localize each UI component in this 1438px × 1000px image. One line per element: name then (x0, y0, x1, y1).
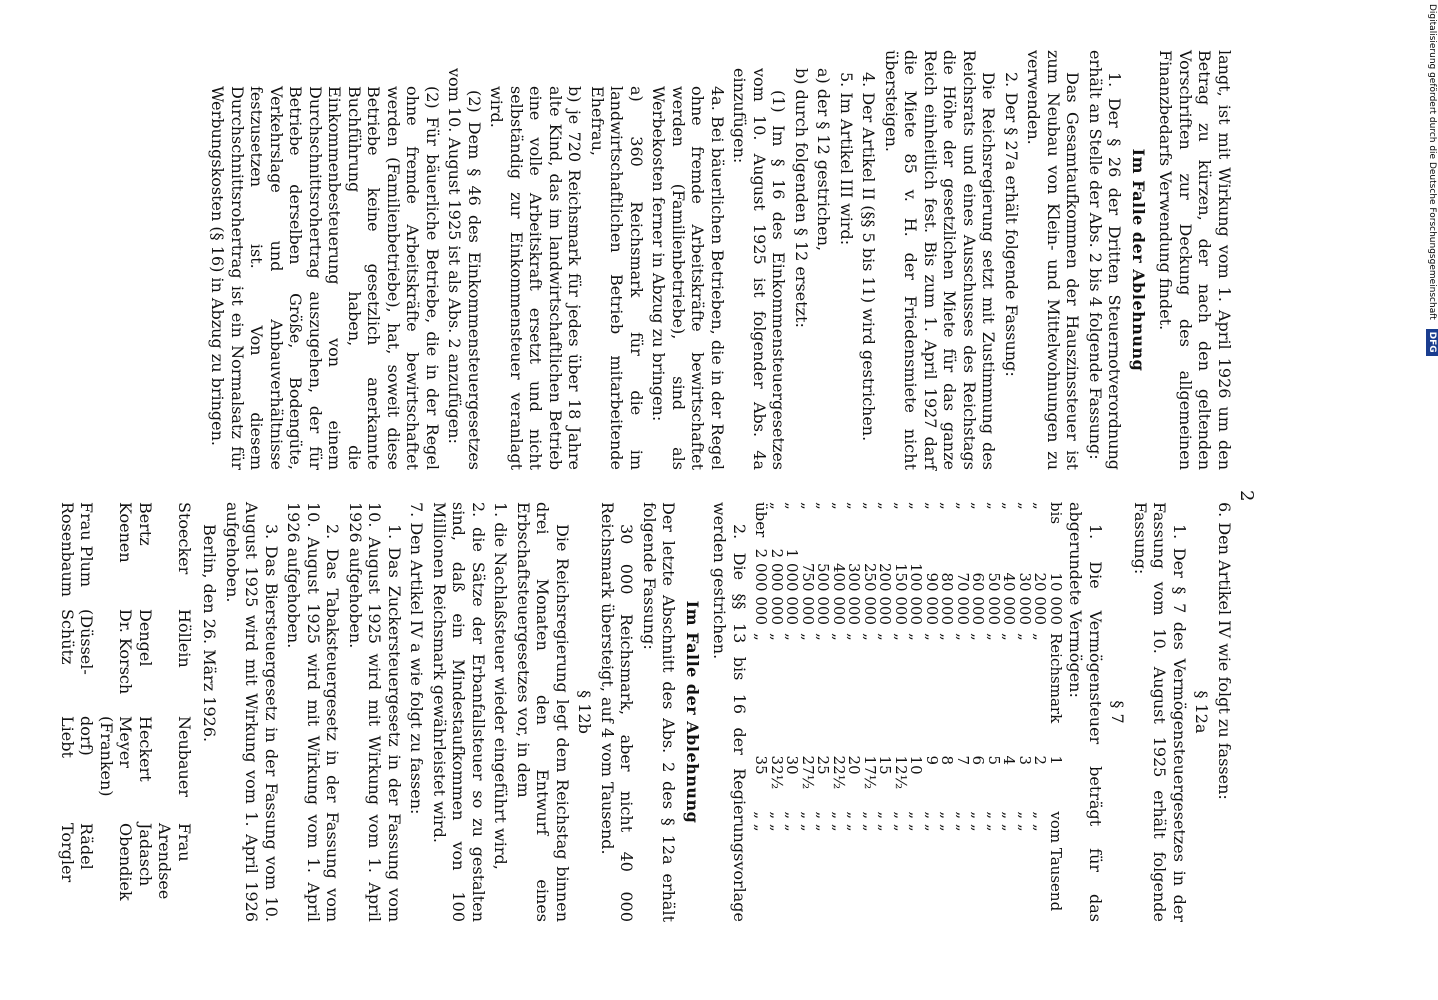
tax-row (955, 502, 971, 922)
tax-cell-c: „ (799, 633, 817, 641)
tax-cell-b: 150 000 (892, 562, 910, 625)
tax-cell-b: 2 000 000 (768, 548, 786, 625)
tax-cell-a: „ (1031, 502, 1050, 510)
tax-cell-d: 22½ (830, 755, 848, 790)
tax-row (769, 502, 785, 922)
signatory-name: (Düssel- (77, 609, 97, 675)
tax-cell-b: 80 000 (938, 572, 957, 625)
tax-cell-d: 35 (752, 755, 771, 775)
tax-row (831, 502, 847, 922)
item-6-2: 2. Die §§ 13 bis 16 der Regierungsvorlage werden gestrichen. (710, 502, 749, 922)
tax-cell-b: 400 000 (830, 562, 848, 625)
tax-cell-a: „ (1016, 502, 1034, 510)
tax-cell-e: „ „ (752, 811, 771, 832)
signatory-name: Torgler (58, 823, 77, 883)
tax-cell-c: „ (814, 633, 833, 641)
signatory-name: Schütz (58, 609, 77, 665)
item-5: 5. Im Artikel III wird: (837, 72, 856, 246)
item-5a: a) der § 12 gestrichen, (814, 68, 834, 252)
item-1-text: Das Gesamtaufkommen der Hauszinssteuer ist zum Neubau von Klein- und Mittelwohnungen zu verwenden. (1024, 50, 1083, 470)
tax-cell-d: 32½ (768, 755, 786, 790)
item-6-12b: Die Reichsregierung legt dem Reichstag binnen drei Monaten den Entwurf eines Erbschaftsteuergesetzes vor, in dem (514, 502, 572, 922)
signatory-name: Jadasch (136, 823, 155, 887)
tax-cell-a: „ (923, 502, 941, 510)
tax-cell-e: „ „ (985, 811, 1003, 832)
tax-cell-e: „ „ (768, 811, 786, 832)
funding-text: Digitalisierung gefördert durch die Deutsche Forschungsgemeinschaft (1427, 4, 1437, 320)
tax-cell-a: „ (768, 502, 786, 510)
item-5b-b: b) je 720 Reichsmark für jedes über 18 Jahre alte Kind, das im landwirtschaftlichen Betrieb eine volle Arbeitskraft ersetzt und nicht selbständig zur Einkommensteuer veranlagt wird. (487, 86, 585, 470)
tax-cell-e: „ „ (969, 811, 988, 832)
item-2-text: Die Reichsregierung setzt mit Zustimmung des Reichsrats und eines Ausschusses des Reichstags die Höhe der gesetzlichen Miete für das ganze Reich einheitlich fest. Bis zum 1. April 1927 darf die Miete 85 v. H. der Friedensmiete nicht übersteigen. (882, 50, 999, 470)
tax-cell-a: „ (969, 502, 988, 510)
tax-cell-d: 6 (969, 755, 988, 766)
tax-cell-d: 7 (954, 755, 972, 766)
tax-cell-b: 10 000 (1047, 572, 1065, 625)
tax-row (877, 502, 893, 922)
item-6-12b-1: 1. die Nachlaßsteuer wieder eingeführt wird, (491, 502, 511, 870)
item-6: 6. Den Artikel IV wie folgt zu fassen: (1215, 502, 1234, 800)
signatories (58, 502, 195, 922)
tax-cell-b: 100 000 (907, 562, 926, 625)
tax-cell-d: 4 (1000, 755, 1019, 766)
item-6-amend-text: 30 000 Reichsmark, aber nicht 40 000 Reichsmark übersteigt, auf 4 vom Tausend. (598, 502, 637, 922)
tax-cell-b: 50 000 (985, 572, 1003, 625)
item-5b-1: (1) Im § 16 des Einkommensteuergesetzes vom 10. August 1925 ist folgender Abs. 4a einzufügen: (730, 68, 789, 470)
tax-cell-b: 60 000 (969, 572, 988, 625)
tax-cell-c: „ (907, 633, 926, 641)
tax-cell-a: „ (814, 502, 833, 510)
item-6-12b-2: 2. die Sätze der Erbanfallsteuer so zu gestalten sind, daß ein Mindestaufkommen von 100 Millionen Reichsmark gewährleistet wird. (430, 502, 488, 922)
tax-cell-d: 30 (783, 755, 802, 775)
signatory-name: Obendiek (116, 823, 136, 901)
tax-cell-b: 20 000 (1031, 572, 1050, 625)
tax-cell-e: „ „ (861, 811, 879, 832)
signatory-name: Frau Plum (77, 502, 97, 588)
tax-cell-c: „ (861, 633, 879, 641)
tax-cell-e: „ „ (814, 811, 833, 832)
tax-cell-b: 750 000 (799, 562, 817, 625)
intro-paragraph: langt, ist mit Wirkung vom 1. April 1926 um den Betrag zu kürzen, der nach den geltenden Vorschriften zur Deckung des allgemeinen Finanzbedarfs Verwendung findet. (1156, 50, 1234, 470)
tax-row (939, 502, 955, 922)
right-column (58, 502, 1235, 922)
signatory-name: Dr. Korsch (116, 609, 136, 695)
signatory-name: Dengel (136, 609, 155, 667)
tax-cell-e: „ „ (938, 811, 957, 832)
tax-cell-c: „ (1016, 633, 1034, 641)
tax-cell-c: „ (752, 633, 771, 641)
tax-cell-c: „ (892, 633, 910, 641)
item-5b-4a: 4a. Bei bäuerlichen Betrieben, die in der Regel ohne fremde Arbeitskräfte bewirtschaftet werden (Familienbetriebe), sind als Werbekosten ferner in Abzug zu bringen: (649, 86, 727, 470)
item-5b: b) durch folgenden § 12 ersetzt: (792, 68, 811, 328)
item-4: 4. Der Artikel II (§§ 5 bis 11) wird gestrichen. (859, 72, 879, 442)
left-column (205, 50, 1234, 470)
tax-cell-d: 9 (923, 755, 941, 766)
date-line: Berlin, den 26. März 1926. (200, 524, 220, 743)
signatory-name: Koenen (116, 502, 136, 563)
tax-cell-b: 30 000 (1016, 572, 1034, 625)
tax-cell-a: „ (985, 502, 1003, 510)
tax-row (784, 502, 800, 922)
rotated-page (58, 50, 1257, 950)
tax-cell-a: über (752, 502, 771, 538)
signatory-name: Rosenbaum (58, 502, 77, 597)
tax-cell-d: 2 (1031, 755, 1050, 766)
tax-cell-b: 300 000 (845, 562, 864, 625)
tax-cell-c: Reichsmark (1047, 633, 1065, 724)
tax-cell-d: 20 (845, 755, 864, 775)
tax-cell-c: „ (830, 633, 848, 641)
tax-cell-b: 2 000 000 (752, 548, 771, 625)
tax-cell-b: 500 000 (814, 562, 833, 625)
tax-cell-d: 5 (985, 755, 1003, 766)
signatory-name: Frau Arendsee (155, 823, 194, 900)
tax-cell-a: „ (892, 502, 910, 510)
tax-cell-e: „ „ (799, 811, 817, 832)
tax-row (800, 502, 816, 922)
tax-cell-c: „ (845, 633, 864, 641)
tax-row (908, 502, 924, 922)
tax-cell-e: „ „ (907, 811, 926, 832)
tax-cell-d: 8 (938, 755, 957, 766)
tax-row (970, 502, 986, 922)
tax-cell-e: „ „ (830, 811, 848, 832)
tax-cell-e: „ „ (876, 811, 895, 832)
tax-cell-e: „ „ (1031, 811, 1050, 832)
tax-cell-a: „ (845, 502, 864, 510)
item-5b-a: a) 360 Reichsmark für die im landwirtschaftlichen Betrieb mitarbeitende Ehefrau, (588, 86, 646, 470)
signatory-name: Rädel (77, 823, 97, 870)
tax-cell-d: 1 (1047, 755, 1065, 766)
tax-cell-a: „ (830, 502, 848, 510)
tax-row (1001, 502, 1017, 922)
item-7-1: 1. Das Zuckersteuergesetz in der Fassung vom 10. August 1925 wird mit Wirkung vom 1. April 1926 aufgehoben. (346, 502, 404, 922)
tax-cell-a: „ (907, 502, 926, 510)
tax-row (924, 502, 940, 922)
tax-row (893, 502, 909, 922)
tax-row (846, 502, 862, 922)
tax-row (753, 502, 769, 922)
tax-cell-e: „ „ (845, 811, 864, 832)
tax-cell-e: vom Tausend (1047, 811, 1065, 912)
section-7: § 7 (1108, 700, 1128, 724)
section-12b: § 12b (575, 690, 595, 734)
tax-cell-a: „ (799, 502, 817, 510)
heading-rejection-2: Im Falle der Ablehnung (683, 600, 702, 824)
tax-cell-b: 200 000 (876, 562, 895, 625)
tax-cell-c: „ (985, 633, 1003, 641)
tax-cell-c: „ (969, 633, 988, 641)
tax-row (1048, 502, 1064, 922)
tax-cell-c: „ (938, 633, 957, 641)
tax-cell-b: 40 000 (1000, 572, 1019, 625)
tax-cell-e: „ „ (1016, 811, 1034, 832)
section-12a: § 12a (1192, 690, 1212, 734)
tax-cell-a: „ (783, 502, 802, 510)
signatory-name: Bertz (136, 502, 155, 546)
tax-row (1017, 502, 1033, 922)
tax-cell-b: 70 000 (954, 572, 972, 625)
item-5b-2-text: (2) Für bäuerliche Betriebe, die in der Regel ohne fremde Arbeitskräfte bewirtschaftet werden (Familienbetriebe), hat, soweit diese Betriebe keine gesetzlich anerkannte Buchführung haben, die Einkommenbesteuerung von einem Durchschnittsrohertrag auszugehen, der für Betriebe derselben Größe, Bodengüte, Verkehrslage und Anbauverhältnisse festzusetzen ist. Von diesem Durchschnittsrohertrag ist ein Normalsatz für Werbungskosten (§ 16) in Abzug zu bringen. (208, 86, 442, 470)
item-5b-2: (2) Dem § 46 des Einkommensteuergesetzes vom 10. August 1925 ist als Abs. 2 anzufügen: (445, 68, 484, 470)
signatory-name: Höllein (175, 609, 194, 668)
tax-cell-e: „ „ (954, 811, 972, 832)
tax-cell-c: „ (768, 633, 786, 641)
funding-note (1426, 4, 1438, 356)
page-number: 2 (1236, 490, 1257, 502)
tax-row (986, 502, 1002, 922)
tax-cell-d: 12½ (892, 755, 910, 790)
item-7-2: 2. Das Tabaksteuergesetz in der Fassung vom 10. August 1925 wird mit Wirkung vom 1. April 1926 aufgehoben. (284, 502, 343, 922)
heading-rejection: Im Falle der Ablehnung (1129, 148, 1148, 372)
tax-rate-table (753, 502, 1063, 922)
tax-cell-e: „ „ (892, 811, 910, 832)
signatory-name: Liebt (58, 716, 77, 758)
item-6-amend: Der letzte Abschnitt des Abs. 2 des § 12a erhält folgende Fassung: (640, 502, 679, 922)
tax-cell-c: „ (923, 633, 941, 641)
item-7: 7. Den Artikel IV a wie folgt zu fassen: (407, 502, 427, 815)
tax-cell-d: 10 (907, 755, 926, 775)
tax-cell-b: 90 000 (923, 572, 941, 625)
tax-cell-e: „ „ (923, 811, 941, 832)
tax-cell-e: „ „ (783, 811, 802, 832)
tax-cell-c: „ (783, 633, 802, 641)
tax-cell-a: „ (938, 502, 957, 510)
signatory-name: Heckert (136, 716, 155, 782)
signatory-name: Neubauer (175, 716, 194, 797)
tax-cell-c: „ (876, 633, 895, 641)
item-1: 1. Der § 26 der Dritten Steuernotverordnung erhält an Stelle der Abs. 2 bis 4 folgende Fassung: (1086, 50, 1125, 470)
tax-row (815, 502, 831, 922)
tax-row (862, 502, 878, 922)
tax-cell-d: 17½ (861, 755, 879, 790)
tax-cell-d: 15 (876, 755, 895, 775)
tax-cell-a: „ (861, 502, 879, 510)
tax-cell-a: „ (876, 502, 895, 510)
tax-cell-a: „ (954, 502, 972, 510)
item-6-rate-intro: 1. Die Vermögensteuer beträgt für das abgerundete Vermögen: (1066, 502, 1105, 922)
signatory-name: dorf) (77, 716, 97, 756)
dfg-logo: DFG (1426, 329, 1438, 356)
tax-cell-c: „ (1031, 633, 1050, 641)
item-2: 2. Der § 27a erhält folgende Fassung: (1002, 72, 1021, 377)
tax-cell-c: „ (1000, 633, 1019, 641)
tax-row (1032, 502, 1048, 922)
tax-cell-c: „ (954, 633, 972, 641)
tax-cell-a: „ (1000, 502, 1019, 510)
tax-cell-d: 27½ (799, 755, 817, 790)
signatory-name: Meyer (Franken) (97, 716, 136, 797)
tax-cell-d: 25 (814, 755, 833, 775)
signatory-name: Stoecker (175, 502, 194, 575)
tax-cell-a: bis (1047, 502, 1065, 525)
item-6-1: 1. Der § 7 des Vermögensteuergesetzes in der Fassung vom 10. August 1925 erhält folgende Fassung: (1131, 502, 1189, 922)
item-7-3: 3. Das Biersteuergesetz in der Fassung vom 10. August 1925 wird mit Wirkung vom 1. April 1926 aufgehoben. (223, 502, 281, 922)
tax-cell-d: 3 (1016, 755, 1034, 766)
tax-cell-e: „ „ (1000, 811, 1019, 832)
tax-cell-b: 1 000 000 (783, 548, 802, 625)
tax-cell-b: 250 000 (861, 562, 879, 625)
